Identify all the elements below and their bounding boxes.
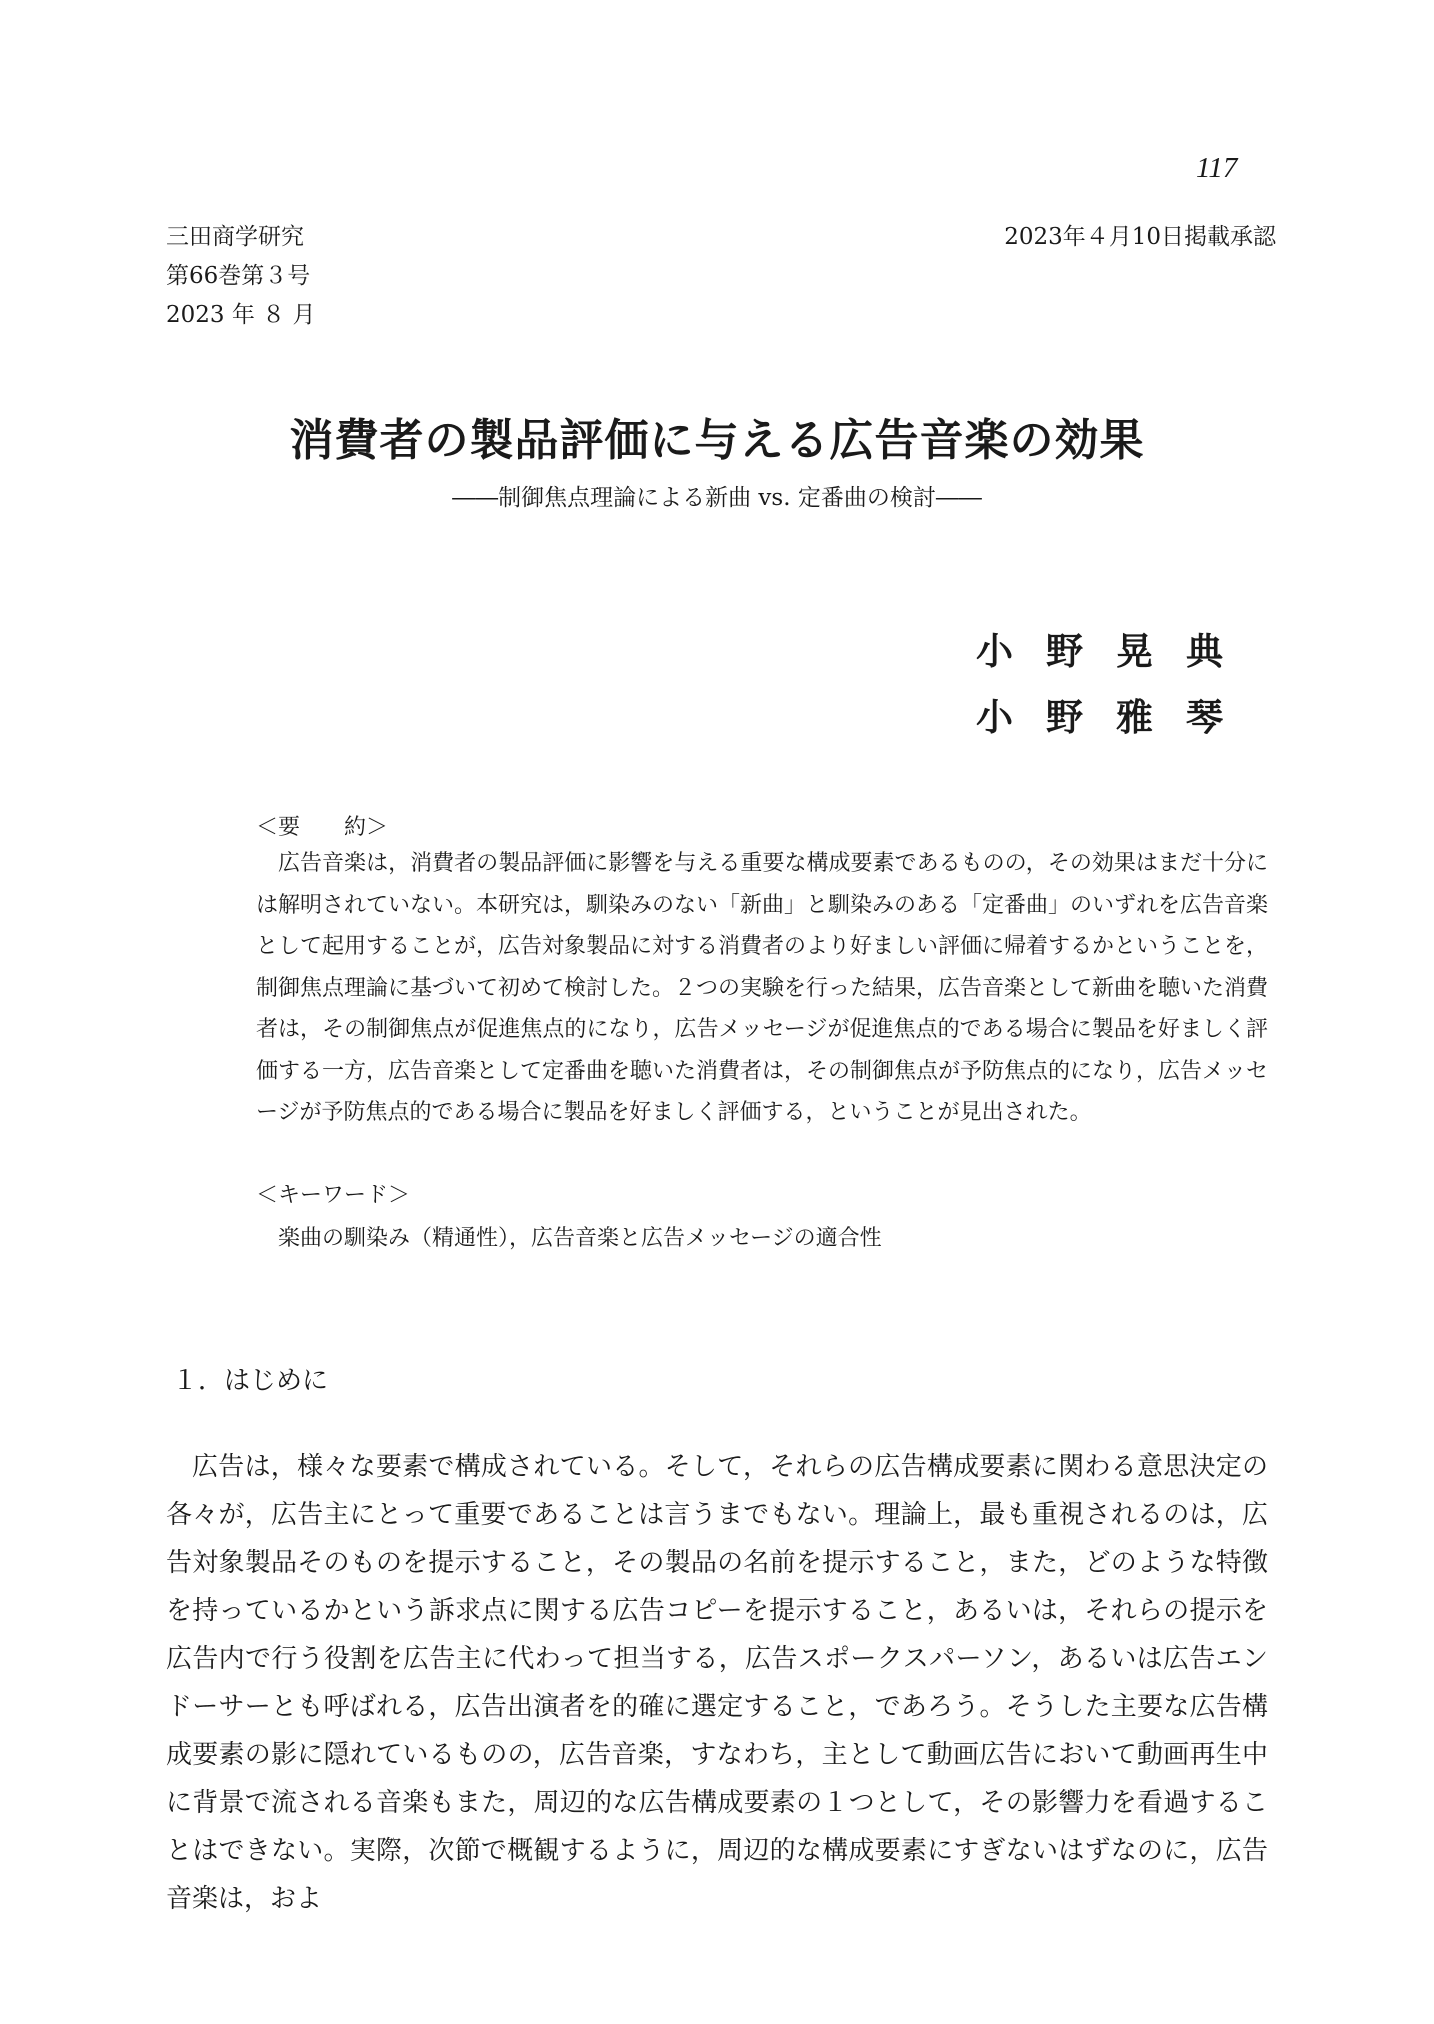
- journal-info: [166, 218, 315, 335]
- journal-name: 三田商学研究: [166, 224, 304, 250]
- abstract-body: 広告音楽は，消費者の製品評価に影響を与える重要な構成要素であるものの，その効果はまだ十分には解明されていない。本研究は，馴染みのない「新曲」と馴染みのある「定番曲」のいずれを広告音楽として起用することが，広告対象製品に対する消費者のより好ましい評価に帰着するかということを，制御焦点理論に基づいて初めて検討した。２つの実験を行った結果，広告音楽として新曲を聴いた消費者は，その制御焦点が促進焦点的になり，広告メッセージが促進焦点的である場合に製品を好ましく評価する一方，広告音楽として定番曲を聴いた消費者は，その制御焦点が予防焦点的になり，広告メッセージが予防焦点的である場合に製品を好ましく評価する，ということが見出された。: [256, 851, 1269, 1125]
- journal-volume: 第66巻第３号: [166, 263, 311, 289]
- author-list: [976, 618, 1256, 750]
- article-subtitle: ――制御焦点理論による新曲 vs. 定番曲の検討――: [452, 485, 982, 511]
- section-heading: １．はじめに: [172, 1366, 329, 1396]
- keywords-body: 楽曲の馴染み（精通性），広告音楽と広告メッセージの適合性: [278, 1226, 882, 1251]
- abstract-heading: ＜要 約＞: [256, 815, 389, 840]
- author-name: 小野雅琴: [976, 695, 1256, 739]
- acceptance-date: 2023年４月10日掲載承認: [1004, 224, 1276, 250]
- section-body: 広告は，様々な要素で構成されている。そして，それらの広告構成要素に関わる意思決定の各々が，広告主にとって重要であることは言うまでもない。理論上，最も重視されるのは，広告対象製品そのものを提示すること，その製品の名前を提示すること，また，どのような特徴を持っているかという訴求点に関する広告コピーを提示すること，あるいは，それらの提示を広告内で行う役割を広告主に代わって担当する，広告スポークスパーソン，あるいは広告エンドーサーとも呼ばれる，広告出演者を的確に選定すること，であろう。そうした主要な広告構成要素の影に隠れているものの，広告音楽，すなわち，主として動画広告において動画再生中に背景で流される音楽もまた，周辺的な広告構成要素の１つとして，その影響力を看過することはできない。実際，次節で概観するように，周辺的な構成要素にすぎないはずなのに，広告音楽は，およ: [166, 1452, 1268, 1914]
- journal-date: 2023 年 ８ 月: [166, 302, 316, 328]
- article-title: 消費者の製品評価に与える広告音楽の効果: [289, 415, 1145, 466]
- keywords-heading: ＜キーワード＞: [256, 1183, 411, 1208]
- page-number: 117: [1196, 152, 1238, 184]
- author-name: 小野晃典: [976, 629, 1256, 673]
